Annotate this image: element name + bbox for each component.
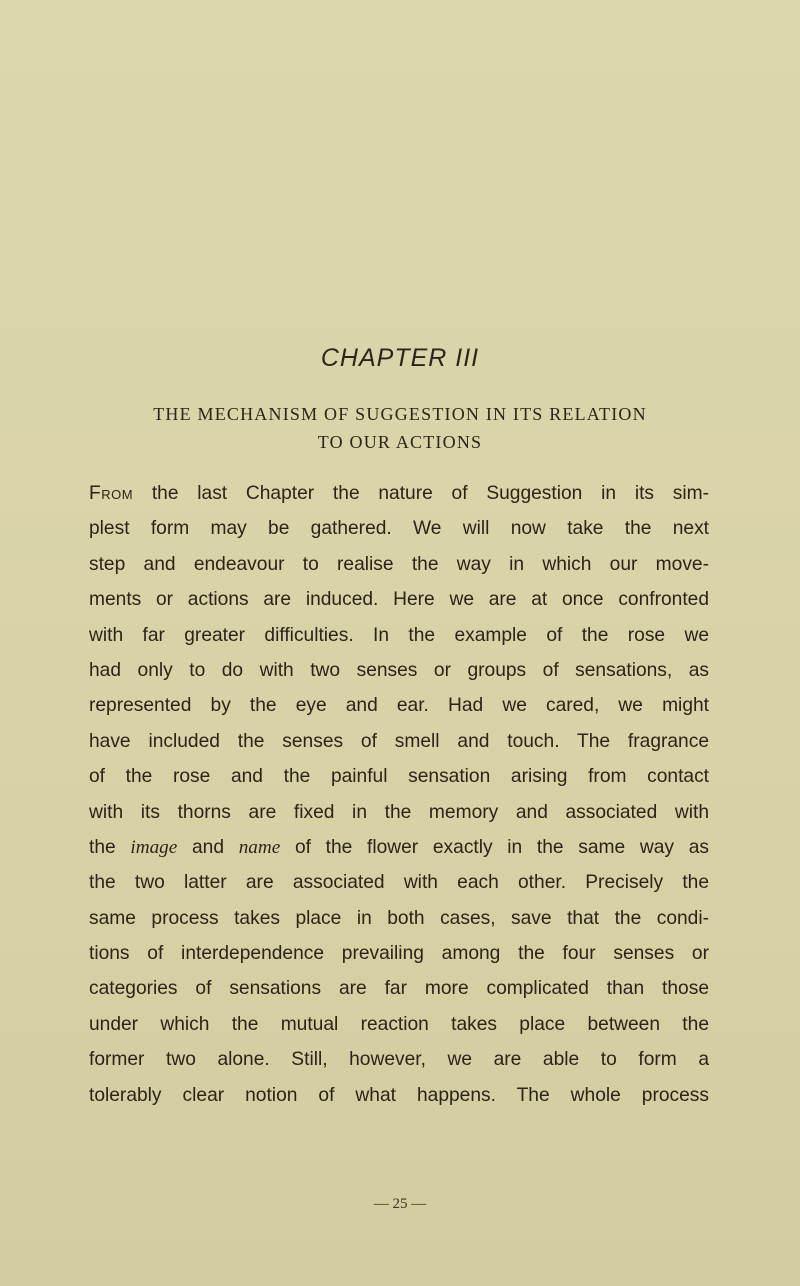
chapter-heading: CHAPTER III xyxy=(320,344,480,372)
text-line: with its thorns are fixed in the memory and associated with xyxy=(89,801,709,823)
opening-word: From xyxy=(89,483,134,504)
body-paragraph xyxy=(89,476,709,1113)
chapter-title-line: TO OUR ACTIONS xyxy=(317,432,483,452)
text-fragment: and xyxy=(177,836,239,858)
text-line: step and endeavour to realise the way in which our move- xyxy=(89,553,709,575)
text-fragment: the last Chapter the nature of Suggestion in its sim- xyxy=(133,483,709,504)
text-fragment: of the flower exactly in the same way as xyxy=(280,836,709,858)
italic-word-image: image xyxy=(130,836,178,858)
italic-word-name: name xyxy=(238,836,281,858)
text-line: ments or actions are induced. Here we are at once confronted xyxy=(89,589,709,611)
text-line: categories of sensations are far more complicated than those xyxy=(89,978,709,1000)
page-number: — 25 — xyxy=(373,1196,427,1212)
text-line xyxy=(89,476,709,511)
text-line: have included the senses of smell and touch. The fragrance xyxy=(89,730,709,752)
text-line: tolerably clear notion of what happens. The whole process xyxy=(89,1084,709,1106)
text-line: the two latter are associated with each other. Precisely the xyxy=(89,872,709,894)
text-line: of the rose and the painful sensation arising from contact xyxy=(89,766,709,788)
text-line: plest form may be gathered. We will now take the next xyxy=(89,518,709,540)
text-line: under which the mutual reaction takes place between the xyxy=(89,1013,709,1035)
chapter-title xyxy=(0,400,800,456)
text-line: with far greater difficulties. In the example of the rose we xyxy=(89,624,709,646)
text-line: former two alone. Still, however, we are able to form a xyxy=(89,1049,709,1071)
text-fragment: the xyxy=(89,836,131,858)
chapter-title-line: THE MECHANISM OF SUGGESTION IN ITS RELATION xyxy=(153,404,647,424)
text-line xyxy=(89,830,709,865)
text-line: same process takes place in both cases, save that the condi- xyxy=(89,907,709,929)
text-line: had only to do with two senses or groups of sensations, as xyxy=(89,659,709,681)
text-line: represented by the eye and ear. Had we cared, we might xyxy=(89,695,709,717)
text-line: tions of interdependence prevailing among the four senses or xyxy=(89,943,709,965)
